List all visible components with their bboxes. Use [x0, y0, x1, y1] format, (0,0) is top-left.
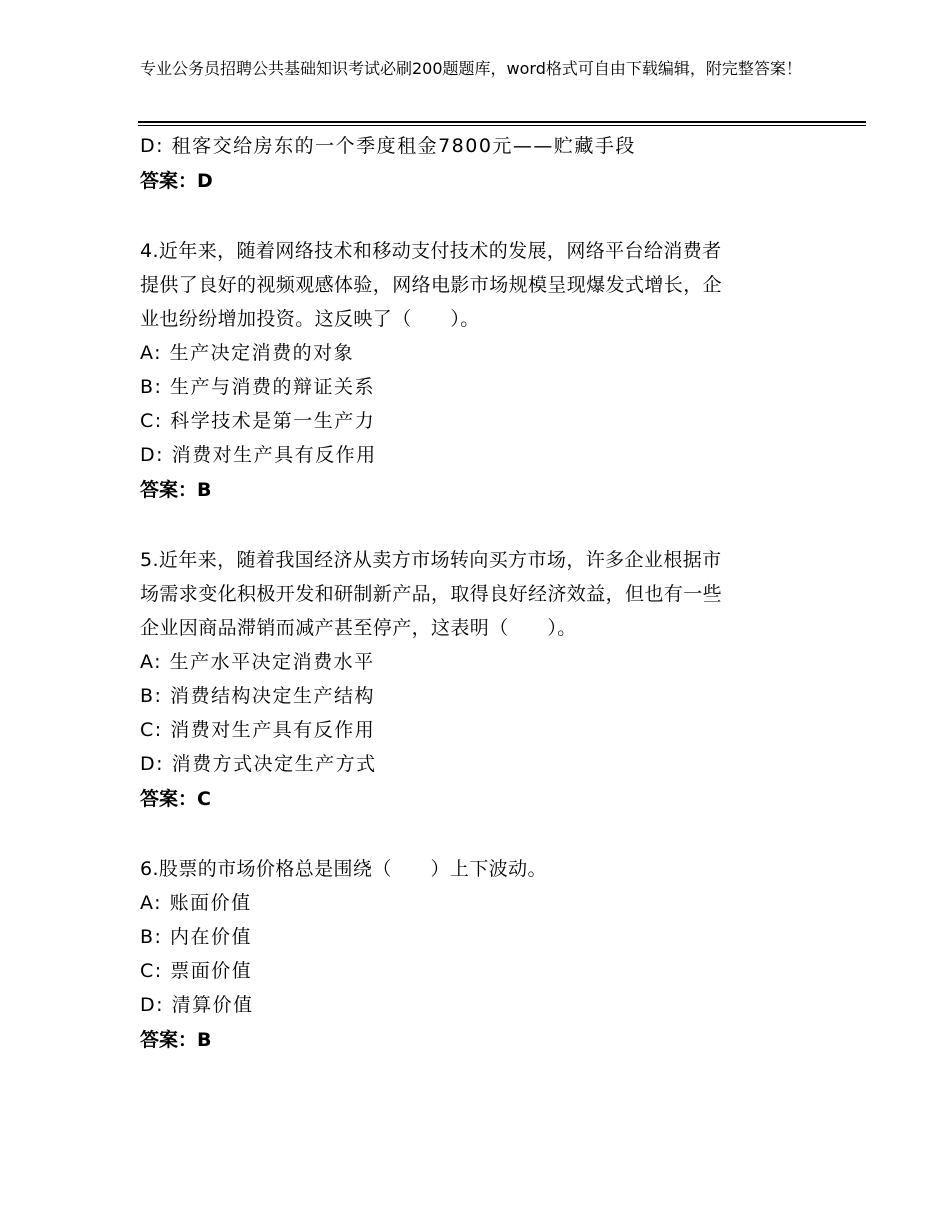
question-4-option-a: A: 生产决定消费的对象 [140, 342, 355, 364]
header-rule-thin [138, 125, 866, 126]
question-6-option-d: D: 清算价值 [140, 994, 254, 1016]
question-5 [140, 543, 800, 818]
question-4-option-d: D: 消费对生产具有反作用 [140, 444, 377, 466]
question-6 [140, 852, 800, 1059]
header-rule-thick [138, 121, 866, 123]
question-3-option-d: D: 租客交给房东的一个季度租金7800元——贮藏手段 [140, 135, 636, 157]
question-4-option-c: C: 科学技术是第一生产力 [140, 410, 376, 432]
question-5-answer: 答案：C [140, 788, 211, 810]
page-header: 专业公务员招聘公共基础知识考试必刷200题题库，word格式可自由下载编辑，附完整答案！ [140, 59, 802, 78]
question-6-stem-line: 6.股票的市场价格总是围绕（ ）上下波动。 [140, 858, 547, 880]
spacer [140, 509, 800, 543]
question-4-answer: 答案：B [140, 479, 212, 501]
question-4-stem-line: 4.近年来，随着网络技术和移动支付技术的发展，网络平台给消费者 [140, 240, 722, 262]
question-6-option-b: B: 内在价值 [140, 926, 252, 948]
question-5-option-c: C: 消费对生产具有反作用 [140, 719, 376, 741]
question-6-answer: 答案：B [140, 1029, 212, 1051]
question-5-option-d: D: 消费方式决定生产方式 [140, 753, 377, 775]
question-4-option-b: B: 生产与消费的辩证关系 [140, 376, 375, 398]
spacer [140, 200, 800, 234]
question-3-answer: 答案：D [140, 170, 213, 192]
question-6-option-a: A: 账面价值 [140, 892, 252, 914]
question-4 [140, 234, 800, 509]
spacer [140, 818, 800, 852]
question-6-option-c: C: 票面价值 [140, 960, 253, 982]
question-5-option-b: B: 消费结构决定生产结构 [140, 685, 375, 707]
question-5-option-a: A: 生产水平决定消费水平 [140, 651, 375, 673]
question-5-stem-line: 企业因商品滞销而减产甚至停产，这表明（ ）。 [140, 617, 577, 639]
question-4-stem-line: 业也纷纷增加投资。这反映了（ ）。 [140, 308, 480, 330]
question-5-stem-line: 5.近年来，随着我国经济从卖方市场转向买方市场，许多企业根据市 [140, 549, 722, 571]
question-5-stem-line: 场需求变化积极开发和研制新产品，取得良好经济效益，但也有一些 [140, 583, 723, 605]
question-4-stem-line: 提供了良好的视频观感体验，网络电影市场规模呈现爆发式增长，企 [140, 274, 723, 296]
question-content [140, 129, 800, 1059]
